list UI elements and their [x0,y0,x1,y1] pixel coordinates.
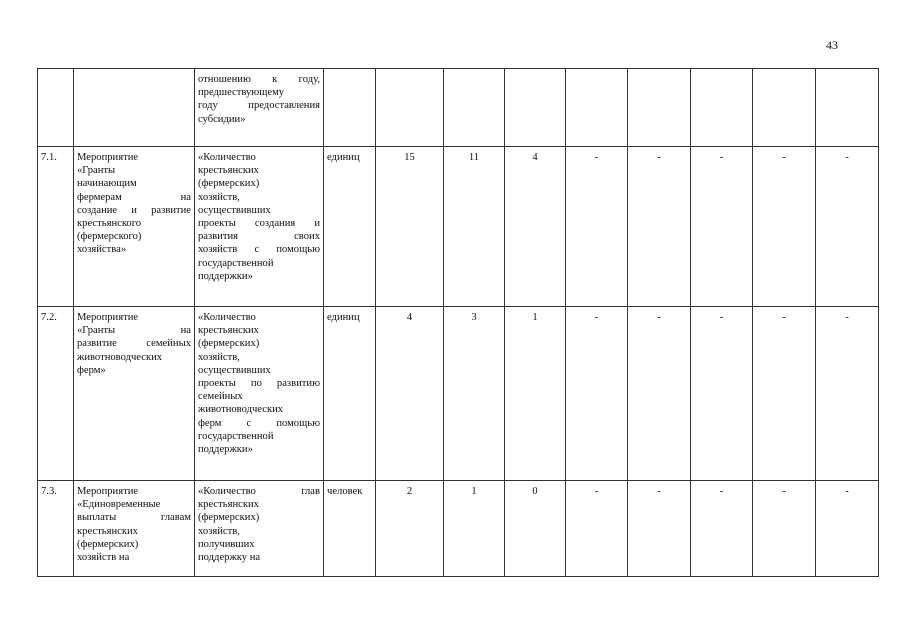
event-line: Мероприятие [77,486,139,497]
value-v7 [753,69,816,147]
indicator-line: «Количество [198,152,256,163]
value-v1 [376,69,444,147]
indicator-line: государственной [198,430,274,442]
table-row [38,69,879,147]
indicator-name [195,147,324,307]
indicator-line: животноводческих [198,404,284,416]
indicator-line: предшествующему [198,87,285,99]
event-line: Мероприятие [77,152,139,163]
value-v1: 2 [376,481,444,577]
row-number [38,69,74,147]
event-line: животноводческих [77,351,163,363]
value-v4: - [566,147,628,307]
indicator-line: крестьянских [198,165,259,177]
indicators-table [37,68,879,577]
event-line: развитие семейных [77,338,191,350]
indicator-line: хозяйств с помощью [198,244,320,256]
event-name [74,481,195,577]
indicator-line: проекты создания и [198,218,320,230]
indicator-line: поддержки» [198,270,253,282]
event-line: начинающим [77,178,137,190]
table-row [38,307,879,481]
indicator-line: поддержку на [198,552,261,564]
event-line: Мероприятие [77,312,139,323]
event-line: (фермерских) [77,538,139,550]
value-v1: 15 [376,147,444,307]
value-v8 [816,69,879,147]
indicator-line: крестьянских [198,499,259,511]
event-line: «Гранты на [77,325,191,337]
event-line: ферм» [77,364,106,376]
unit: человек [324,481,376,577]
value-v2 [444,69,505,147]
value-v8: - [816,147,879,307]
table-row [38,147,879,307]
indicator-name [195,69,324,147]
event-line: «Единовременные [77,499,161,511]
event-name [74,147,195,307]
indicator-line: (фермерских) [198,512,260,524]
value-v7: - [753,307,816,481]
value-v5 [628,69,691,147]
value-v4 [566,69,628,147]
value-v6: - [691,307,753,481]
table-row [38,481,879,577]
unit: единиц [324,307,376,481]
row-number: 7.1. [38,147,74,307]
indicator-line: «Количество глав [198,486,320,497]
value-v3: 0 [505,481,566,577]
value-v8: - [816,307,879,481]
value-v1: 4 [376,307,444,481]
event-line: выплаты главам [77,512,191,524]
indicator-line: ферм с помощью [198,417,320,429]
indicator-line: субсидии» [198,113,246,125]
value-v4: - [566,481,628,577]
indicator-line: (фермерских) [198,178,260,190]
indicator-line: проекты по развитию [198,378,320,390]
indicator-line: (фермерских) [198,338,260,350]
event-line: (фермерского) [77,231,142,243]
indicator-line: осуществивших [198,204,271,216]
value-v5: - [628,147,691,307]
indicator-line: крестьянских [198,325,259,337]
event-line: крестьянского [77,218,142,230]
value-v8: - [816,481,879,577]
unit [324,69,376,147]
value-v7: - [753,481,816,577]
indicator-line: осуществивших [198,364,271,376]
indicator-line: государственной [198,257,274,269]
indicator-name [195,481,324,577]
value-v2: 1 [444,481,505,577]
indicator-line: хозяйств, [198,525,240,537]
indicator-name [195,307,324,481]
value-v3: 1 [505,307,566,481]
event-line: хозяйств на [77,552,130,564]
value-v3 [505,69,566,147]
indicator-line: хозяйств, [198,191,240,203]
indicator-line: году предоставления [198,100,320,112]
indicator-line: отношению к году, [198,74,320,85]
event-name [74,69,195,147]
value-v3: 4 [505,147,566,307]
indicator-line: получивших [198,538,255,550]
event-name [74,307,195,481]
value-v6: - [691,147,753,307]
event-line: хозяйства» [77,244,127,256]
event-line: создание и развитие [77,204,191,216]
value-v4: - [566,307,628,481]
value-v5: - [628,481,691,577]
page-number: 43 [826,38,838,52]
event-line: крестьянских [77,525,138,537]
value-v7: - [753,147,816,307]
indicator-line: семейных [198,391,243,403]
unit: единиц [324,147,376,307]
value-v2: 3 [444,307,505,481]
value-v6 [691,69,753,147]
indicator-line: поддержки» [198,444,253,456]
indicator-line: хозяйств, [198,351,240,363]
row-number: 7.3. [38,481,74,577]
event-line: «Гранты [77,165,116,177]
value-v2: 11 [444,147,505,307]
value-v6: - [691,481,753,577]
event-line: фермерам на [77,191,191,203]
value-v5: - [628,307,691,481]
row-number: 7.2. [38,307,74,481]
indicator-line: «Количество [198,312,256,323]
indicator-line: развития своих [198,231,320,243]
